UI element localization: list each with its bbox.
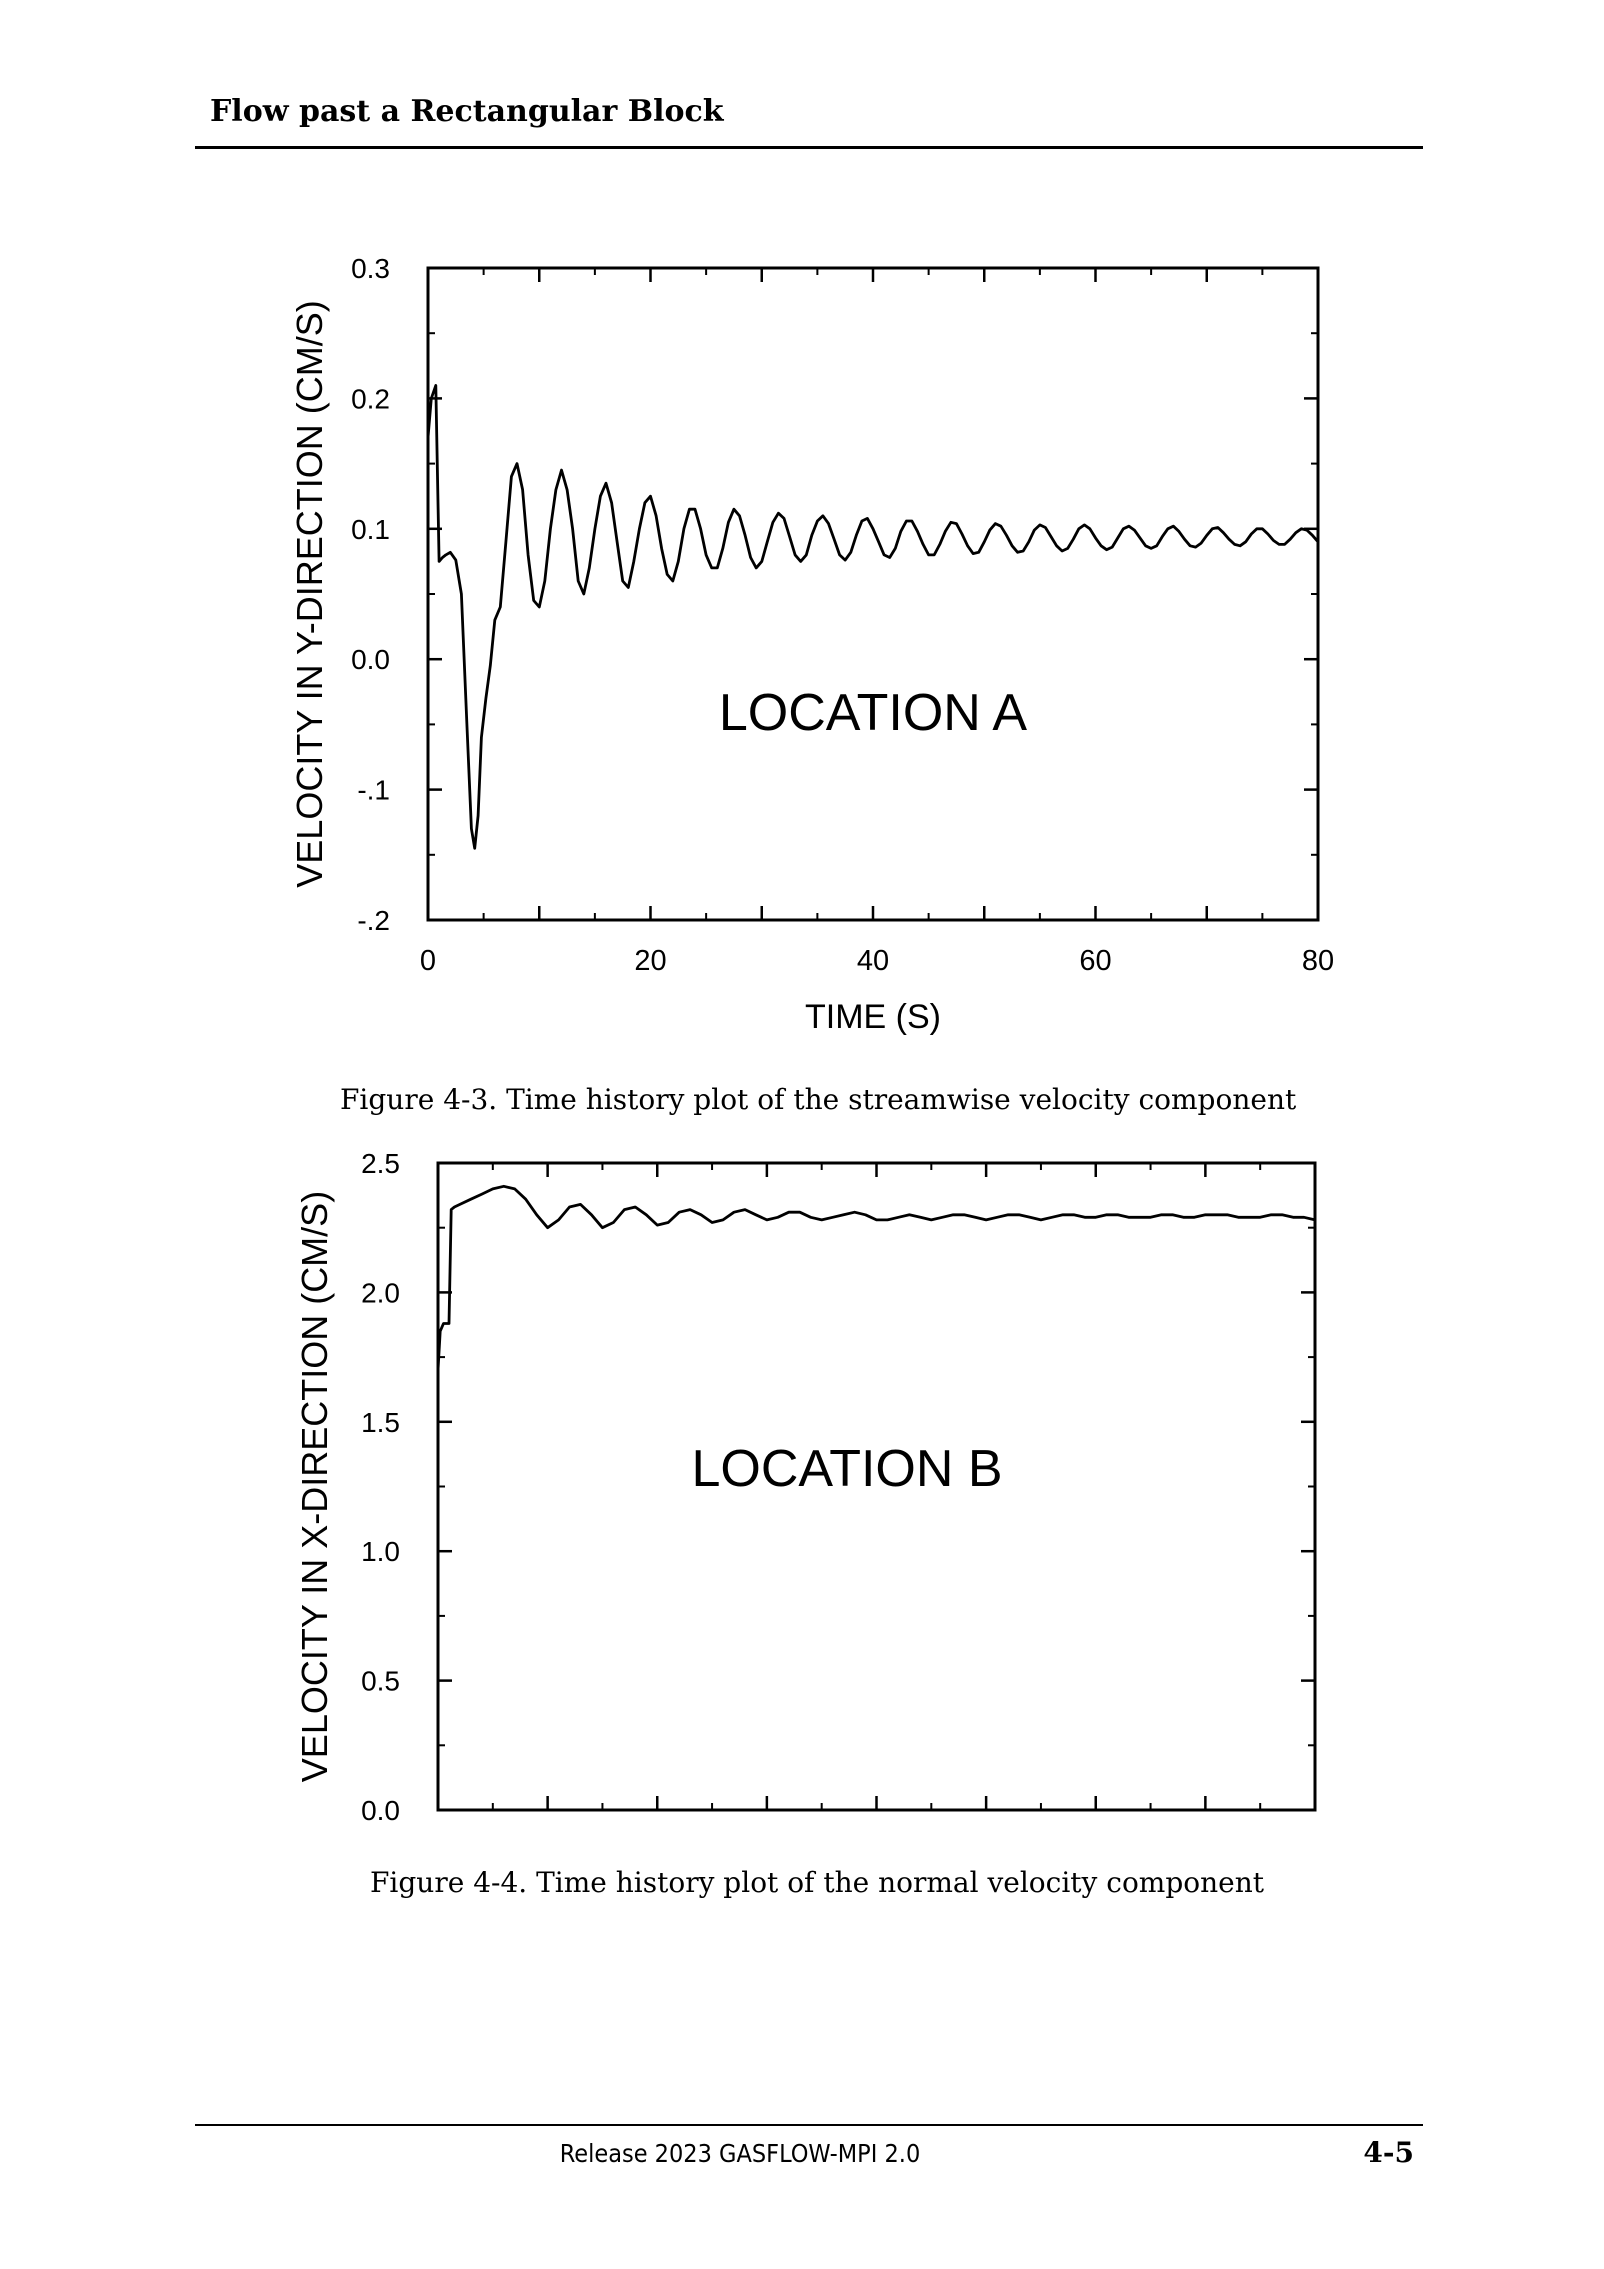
chart1-x-tick-label: 80 [1301,945,1335,977]
figure-caption-4-3: Figure 4-3. Time history plot of the streamwise velocity component [340,1083,1297,1116]
chart1-y-axis-title: VELOCITY IN Y-DIRECTION (CM/S) [289,300,330,888]
chart1-x-axis-title: TIME (S) [805,998,941,1036]
footer-release: Release 2023 GASFLOW-MPI 2.0 [559,2139,921,2168]
figure-caption-4-4: Figure 4-4. Time history plot of the normal velocity component [370,1866,1265,1899]
chart1-x-tick-label: 0 [419,945,437,977]
chart2-y-tick-label: 2.5 [361,1148,400,1179]
chart2-y-tick-label: 1.0 [361,1536,400,1568]
chart2-series-line [438,1186,1315,1370]
footer-rule [195,2124,1423,2126]
chart2-y-tick-label: 1.5 [361,1406,400,1438]
chart1-y-tick-label: -.1 [357,774,390,806]
chart2-y-axis-title: VELOCITY IN X-DIRECTION (CM/S) [294,1190,335,1783]
chart1-location-annotation: LOCATION A [718,684,1028,742]
chart1-series-line [428,385,1318,848]
chart1-x-tick-label: 40 [856,945,890,977]
chart1-plot-frame [428,268,1318,920]
page-number: 4-5 [1363,2136,1414,2169]
chart1-x-tick-label: 60 [1079,945,1112,977]
chart1-y-tick-label: 0.3 [351,253,390,284]
chart1-y-tick-label: -.2 [357,905,390,936]
chart2-y-tick-label: 0.5 [361,1665,400,1697]
chart1-y-tick-label: 0.0 [351,644,390,676]
chart1-y-tick-label: 0.1 [351,513,390,545]
chart2-location-annotation: LOCATION B [691,1440,1003,1498]
chart2-y-tick-label: 0.0 [361,1795,400,1826]
page-header-title: Flow past a Rectangular Block [210,94,724,129]
chart1-y-tick-label: 0.2 [351,383,390,415]
chart1-x-tick-label: 20 [634,945,667,977]
chart2-y-tick-label: 2.0 [361,1277,400,1309]
